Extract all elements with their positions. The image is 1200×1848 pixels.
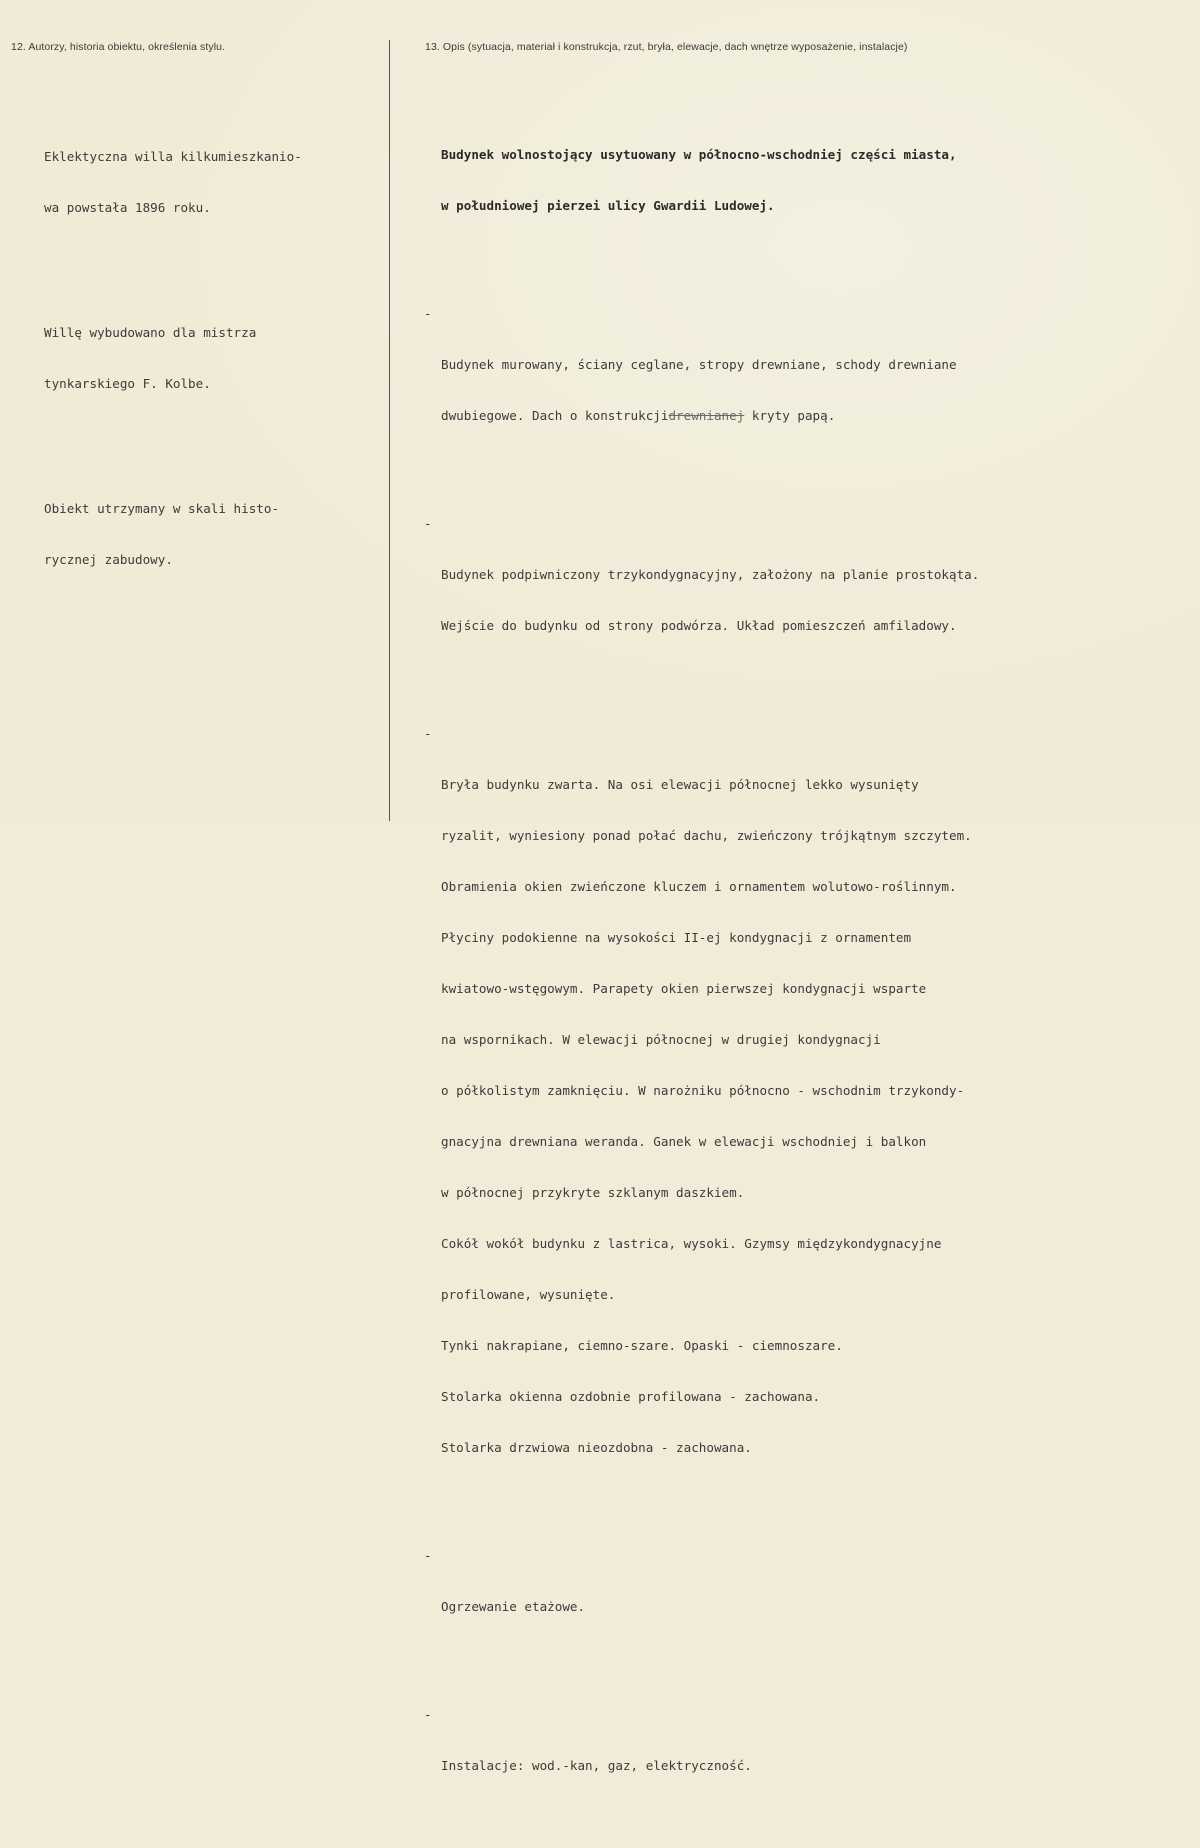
text-line: Bryła budynku zwarta. Na osi elewacji północnej lekko wysunięty [441,777,919,792]
text-line: Budynek wolnostojący usytuowany w północno-wschodniej części miasta, [441,147,957,162]
bullet-dash: - [424,726,432,741]
text-line: tynkarskiego F. Kolbe. [44,376,211,391]
description-item-layout [424,515,1194,668]
text-line: gnacyjna drewniana weranda. Ganek w elewacji wschodniej i balkon [441,1134,927,1149]
text-line: w północnej przykryte szklanym daszkiem. [441,1185,745,1200]
text-line: Cokół wokół budynku z lastrica, wysoki. Gzymsy międzykondygnacyjne [441,1236,942,1251]
text-line: Stolarka okienna ozdobnie profilowana - zachowana. [441,1389,821,1404]
intro-paragraph [441,112,1194,248]
text-line: Budynek murowany, ściany ceglane, stropy drewniane, schody drewniane [441,357,957,372]
text-line: Eklektyczna willa kilkumieszkanio- [44,149,302,164]
authors-history-text [44,80,384,642]
bullet-dash: - [424,1707,432,1722]
paragraph-scale [44,466,384,602]
paragraph-builder [44,290,384,426]
description-text [424,78,1194,1848]
text-line: wa powstała 1896 roku. [44,200,211,215]
text-line: ryzalit, wyniesiony ponad połać dachu, zwieńczony trójkątnym szczytem. [441,828,972,843]
description-item-construction [424,305,1194,458]
text-line: Budynek podpiwniczony trzykondygnacyjny, założony na planie prostokąta. [441,567,980,582]
text-line: kwiatowo-wstęgowym. Parapety okien pierwszej kondygnacji wsparte [441,981,927,996]
description-item-heating [424,1547,1194,1649]
text-line: Instalacje: wod.-kan, gaz, elektryczność. [441,1758,752,1773]
text-line: Tynki nakrapiane, ciemno-szare. Opaski - ciemnoszare. [441,1338,843,1353]
text-line: o półkolistym zamknięciu. W narożniku północno - wschodnim trzykondy- [441,1083,965,1098]
section-13-heading: 13. Opis (sytuacja, materiał i konstrukcja, rzut, bryła, elewacje, dach wnętrze wyposażenie, instalacje) [425,41,908,53]
text-line: rycznej zabudowy. [44,552,173,567]
paragraph-style [44,114,384,250]
text-line: Wejście do budynku od strony podwórza. Układ pomieszczeń amfiladowy. [441,618,957,633]
text-line: w południowej pierzei ulicy Gwardii Ludowej. [441,198,775,213]
text-line: Obiekt utrzymany w skali histo- [44,501,280,516]
column-divider [389,40,390,821]
text-line: Willę wybudowano dla mistrza [44,325,257,340]
section-12-heading: 12. Autorzy, historia obiektu, określenia stylu. [11,41,226,53]
text-line: na wspornikach. W elewacji północnej w drugiej kondygnacji [441,1032,881,1047]
description-item-installations [424,1706,1194,1808]
text-line: Ogrzewanie etażowe. [441,1599,586,1614]
text-fragment: dwubiegowe. Dach o konstrukcji [441,408,669,423]
struck-text: drewnianej [668,408,745,423]
bullet-dash: - [424,1548,432,1563]
description-item-body [424,725,1194,1490]
text-line: profilowane, wysunięte. [441,1287,616,1302]
text-line [441,407,1194,424]
text-line: Płyciny podokienne na wysokości II-ej kondygnacji z ornamentem [441,930,912,945]
bullet-dash: - [424,516,432,531]
bullet-dash: - [424,306,432,321]
text-line: Obramienia okien zwieńczone kluczem i ornamentem wolutowo-roślinnym. [441,879,957,894]
text-fragment: kryty papą. [744,408,836,423]
text-line: Stolarka drzwiowa nieozdobna - zachowana. [441,1440,752,1455]
